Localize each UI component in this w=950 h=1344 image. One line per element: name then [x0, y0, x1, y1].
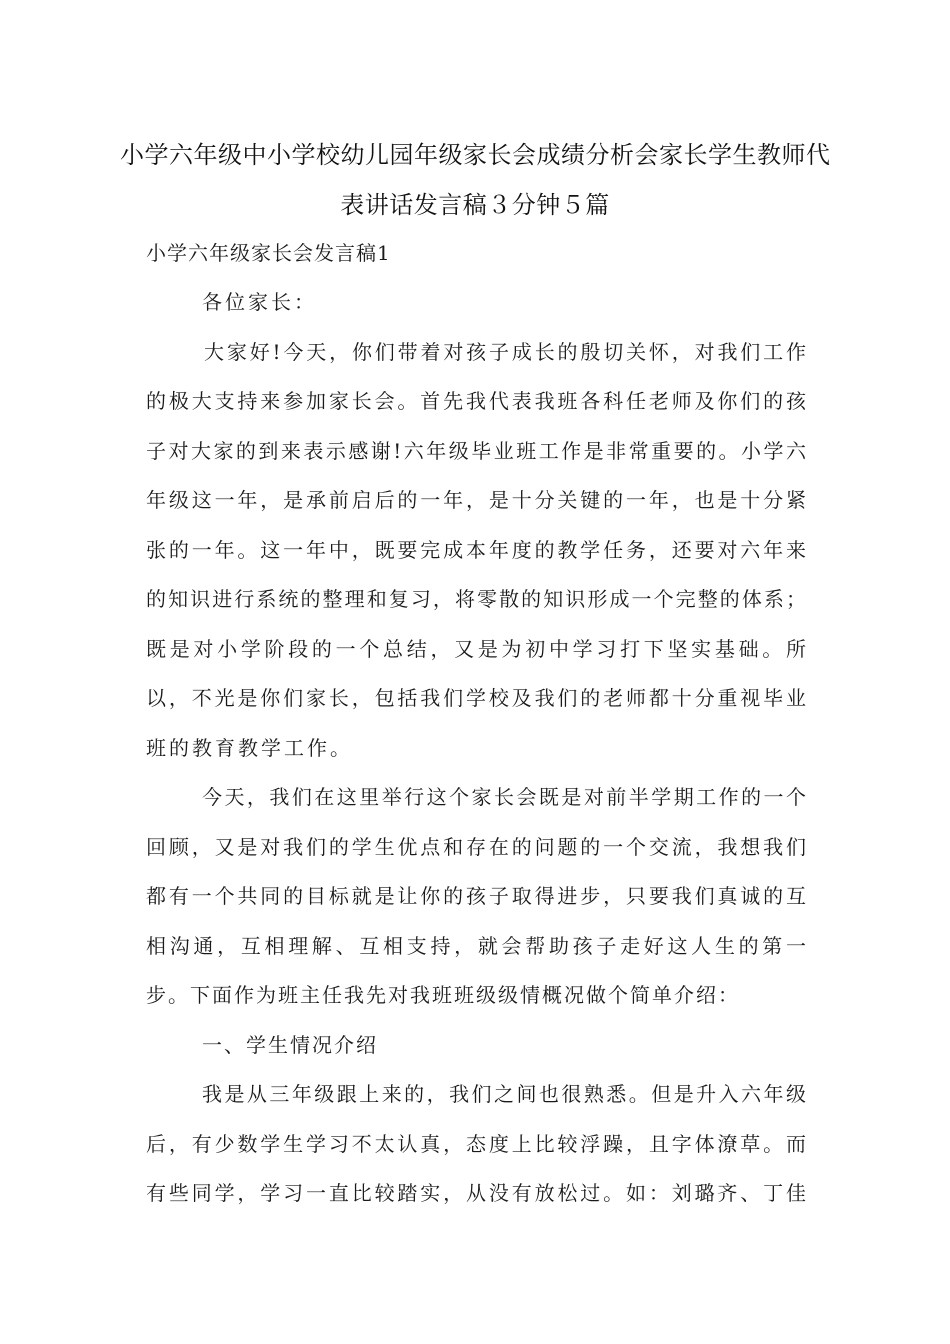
- paragraph-line: 张的一年。这一年中，既要完成本年度的教学任务，还要对六年来: [146, 538, 806, 562]
- paragraph-line: 子对大家的到来表示感谢!六年级毕业班工作是非常重要的。小学六: [146, 439, 806, 463]
- document-title-line-1: 小学六年级中小学校幼儿园年级家长会成绩分析会家长学生教师代: [120, 141, 831, 169]
- section-heading: 一、学生情况介绍: [202, 1033, 378, 1057]
- paragraph-line: 既是对小学阶段的一个总结，又是为初中学习打下坚实基础。所: [146, 637, 806, 661]
- paragraph-line: 步。下面作为班主任我先对我班班级级情概况做个简单介绍：: [146, 983, 740, 1007]
- paragraph-line: 相沟通，互相理解、互相支持，就会帮助孩子走好这人生的第一: [146, 934, 806, 958]
- section-subtitle: 小学六年级家长会发言稿1: [146, 241, 391, 265]
- paragraph-line: 大家好!今天，你们带着对孩子成长的殷切关怀，对我们工作: [204, 340, 806, 364]
- paragraph-line: 班的教育教学工作。: [146, 736, 353, 760]
- paragraph-line: 年级这一年，是承前启后的一年，是十分关键的一年，也是十分紧: [146, 488, 806, 512]
- paragraph-line: 回顾，又是对我们的学生优点和存在的问题的一个交流，我想我们: [146, 835, 806, 859]
- salutation: 各位家长：: [202, 290, 317, 314]
- document-title-line-2: 表讲话发言稿３分钟５篇: [340, 191, 610, 219]
- paragraph-line: 今天，我们在这里举行这个家长会既是对前半学期工作的一个: [202, 785, 806, 809]
- paragraph-line: 我是从三年级跟上来的，我们之间也很熟悉。但是升入六年级: [202, 1082, 806, 1106]
- paragraph-line: 都有一个共同的目标就是让你的孩子取得进步，只要我们真诚的互: [146, 884, 806, 908]
- paragraph-line: 以，不光是你们家长，包括我们学校及我们的老师都十分重视毕业: [146, 686, 806, 710]
- paragraph-line: 有些同学，学习一直比较踏实，从没有放松过。如：刘璐齐、丁佳: [146, 1181, 806, 1205]
- paragraph-line: 的极大支持来参加家长会。首先我代表我班各科任老师及你们的孩: [146, 389, 806, 413]
- paragraph-line: 的知识进行系统的整理和复习，将零散的知识形成一个完整的体系；: [146, 587, 806, 611]
- paragraph-line: 后，有少数学生学习不太认真，态度上比较浮躁，且字体潦草。而: [146, 1132, 806, 1156]
